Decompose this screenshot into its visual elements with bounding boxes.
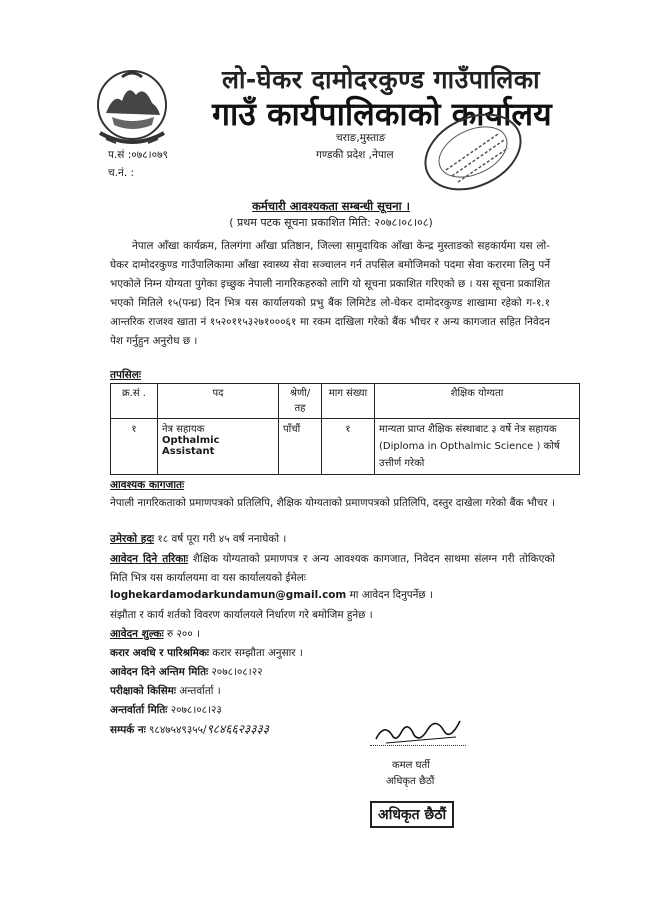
apply-email-suffix: मा आवेदन दिनुपर्नेछ । xyxy=(346,589,433,601)
contract-label: करार अवधि र पारिश्रमिकः xyxy=(110,647,209,659)
deadline-text: २०७८।०८।२२ xyxy=(211,666,263,678)
apply-terms: संझौता र कार्य शर्तको विवरण कार्यालयले निर्धारण गरे बमोजिम हुनेछ । xyxy=(110,609,373,621)
address-line2: गण्डकी प्रदेश ,नेपाल xyxy=(316,149,394,161)
signature-icon xyxy=(366,713,466,749)
table-header-level: श्रेणी/ तह xyxy=(279,384,322,419)
interview-section xyxy=(110,702,222,719)
position-table xyxy=(110,383,580,475)
reference-number: प.सं :०७८।०७९ xyxy=(108,149,169,161)
contact-handwritten: ९८४६६२३३३३ xyxy=(206,722,269,736)
row-level: पाँचौं xyxy=(279,419,322,475)
apply-email: loghekardamodarkundamun@gmail.com xyxy=(110,589,347,601)
contact-text: ९८४७५४९३५५/ xyxy=(149,724,207,736)
row-post-np: नेत्र सहायक xyxy=(162,424,205,435)
fee-label: आवेदन शुल्कः xyxy=(110,628,164,640)
age-text: १८ वर्ष पूरा गरी ४५ वर्ष ननाघेको । xyxy=(157,533,287,545)
deadline-section xyxy=(110,664,263,681)
row-qualification: मान्यता प्राप्त शैक्षिक संस्थाबाट ३ वर्षे नेत्र सहायक (Diploma in Opthalmic Science ) कोर्ष उत्तीर्ण गरेको xyxy=(375,419,580,475)
dispatch-number: च.नं. : xyxy=(108,167,135,179)
contact-label: सम्पर्क नः xyxy=(110,724,146,736)
apply-label: आवेदन दिने तरिकाः xyxy=(110,553,189,565)
contract-section xyxy=(110,645,303,662)
office-title-line1: लो-घेकर दामोदरकुण्ड गाउँपालिका xyxy=(222,65,541,94)
office-title-line2: गाउँ कार्यपालिकाको कार्यालय xyxy=(212,95,552,133)
documents-heading: आवश्यक कागजातः xyxy=(110,479,185,491)
contact-section xyxy=(110,721,269,739)
apply-text: शैक्षिक योग्यताको प्रमाणपत्र र अन्य आवश्यक कागजात, निवेदन साथमा संलग्न गरी तोकिएको मिति भित्र यस कार्यालयमा वा यस कार्यालयको ईमेलः xyxy=(110,553,555,584)
notice-body: नेपाल आँखा कार्यक्रम, तिलगंगा आँखा प्रतिष्ठान, जिल्ला सामुदायिक आँखा केन्द्र मुस्ताङको सहकार्यमा यस लो-घेकर दामोदरकुण्ड गाउँपालिकामा आँखा स्वास्थ्य सेवा सञ्चालन गर्न तपसिल बमोजिमको पदमा सेवा करारमा लिनु पर्ने भएकोले निम्न योग्यता पुगेका इच्छुक नेपाली नागरिकहरुको लागि यो सूचना प्रकाशित गरिएको छ । यस सूचना प्रकाशित भएको मितिले १५(पन्ध्र) दिन भित्र यस कार्यालयको प्रभु बैंक लिमिटेड लो-घेकर दामोदरकुण्ड शाखामा रहेको ग-१.१ आन्तरिक राजश्व खाता नं १५२०११५३२७१०००६१ मा रकम दाखिला गरेको बैंक भौचर र अन्य कागजात सहित निवेदन पेश गर्नुहुन अनुरोध छ । xyxy=(110,240,550,347)
exam-text: अन्तर्वार्ता । xyxy=(179,685,221,697)
fee-section xyxy=(110,626,200,643)
first-published-date: ( प्रथम पटक सूचना प्रकाशित मिति: २०७८।०८।०८) xyxy=(229,216,433,229)
exam-section xyxy=(110,683,221,700)
contract-text: करार सम्झौता अनुसार । xyxy=(212,647,303,659)
signatory-name: कमल घर्ती xyxy=(392,760,430,771)
table-row xyxy=(111,419,580,475)
documents-section xyxy=(110,476,555,512)
office-stamp-icon xyxy=(418,112,528,192)
row-demand: १ xyxy=(322,419,375,475)
table-header-row xyxy=(111,384,580,419)
exam-label: परीक्षाको किसिमः xyxy=(110,685,176,697)
table-header-demand: माग संख्या xyxy=(322,384,375,419)
deadline-label: आवेदन दिने अन्तिम मितिः xyxy=(110,666,209,678)
table-header-qualification: शैक्षिक योग्यता xyxy=(375,384,580,419)
row-sn: १ xyxy=(111,419,158,475)
age-section xyxy=(110,531,286,548)
signature-line xyxy=(370,745,466,746)
interview-label: अन्तर्वार्ता मितिः xyxy=(110,704,168,716)
nepal-emblem-icon xyxy=(92,63,172,151)
details-heading: तपसिलः xyxy=(110,369,142,381)
row-post xyxy=(158,419,279,475)
apply-section xyxy=(110,550,555,588)
address-line1: चराङ,मुस्ताङ xyxy=(336,132,386,144)
interview-text: २०७८।०८।२३ xyxy=(170,704,222,716)
row-post-en: Opthalmic Assistant xyxy=(162,435,220,457)
signatory-title: अधिकृत छैठौं xyxy=(386,776,435,787)
designation-stamp: अधिकृत छैठौं xyxy=(370,801,454,828)
fee-text: रु २०० । xyxy=(167,628,200,640)
notice-subject: कर्मचारी आवश्यकता सम्बन्धी सूचना । xyxy=(252,199,410,213)
table-header-sn: क्र.सं . xyxy=(111,384,158,419)
documents-text: नेपाली नागरिकताको प्रमाणपत्रको प्रतिलिपि, शैक्षिक योग्यताको प्रमाणपत्रको प्रतिलिपि, दस्तुर दाखेला गरेको बैंक भौचर । xyxy=(110,497,555,509)
table-header-post: पद xyxy=(158,384,279,419)
apply-email-line xyxy=(110,587,433,604)
age-label: उमेरको हदः xyxy=(110,533,155,545)
